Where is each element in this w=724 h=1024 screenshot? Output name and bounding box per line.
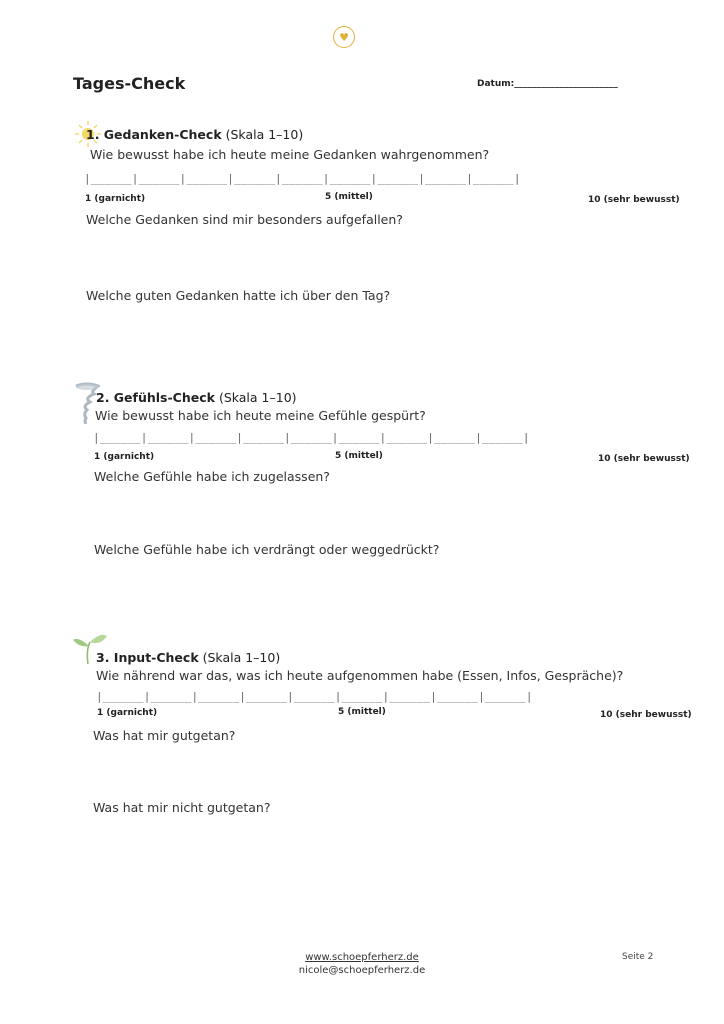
scale-label-low: 1 (garnicht)	[97, 708, 158, 718]
scale-question: Wie nährend war das, was ich heute aufgenommen habe (Essen, Infos, Gespräche)?	[96, 668, 624, 683]
heart-logo-icon: ♥	[333, 26, 355, 48]
scale-label-low: 1 (garnicht)	[85, 194, 146, 204]
reflection-prompt: Welche Gefühle habe ich verdrängt oder weggedrückt?	[94, 542, 440, 557]
section-heading-gedanken: 1. Gedanken-Check (Skala 1–10)	[86, 127, 304, 142]
reflection-prompt: Welche Gedanken sind mir besonders aufgefallen?	[86, 212, 403, 227]
scale-label-high: 10 (sehr bewusst)	[600, 710, 692, 720]
scale-question: Wie bewusst habe ich heute meine Gedanken wahrgenommen?	[90, 147, 490, 162]
rating-scale-line: |______|______|______|______|______|______|______|______|______|	[96, 690, 533, 703]
reflection-prompt: Welche Gefühle habe ich zugelassen?	[94, 469, 330, 484]
scale-label-mid: 5 (mittel)	[325, 192, 373, 202]
scale-label-mid: 5 (mittel)	[338, 707, 386, 717]
reflection-prompt: Was hat mir nicht gutgetan?	[93, 800, 271, 815]
reflection-prompt: Was hat mir gutgetan?	[93, 728, 236, 743]
section-heading-input: 3. Input-Check (Skala 1–10)	[96, 650, 281, 665]
website-link[interactable]: www.schoepferherz.de	[305, 952, 419, 963]
section-heading-gefuehle: 2. Gefühls-Check (Skala 1–10)	[96, 390, 297, 405]
page-number: Seite 2	[622, 952, 654, 962]
scale-label-high: 10 (sehr bewusst)	[588, 195, 680, 205]
scale-question: Wie bewusst habe ich heute meine Gefühle gespürt?	[95, 408, 426, 423]
scale-label-low: 1 (garnicht)	[94, 452, 155, 462]
footer-contact	[262, 952, 462, 976]
reflection-prompt: Welche guten Gedanken hatte ich über den Tag?	[86, 288, 391, 303]
scale-label-high: 10 (sehr bewusst)	[598, 454, 690, 464]
page-title: Tages-Check	[73, 74, 186, 93]
rating-scale-line: |______|______|______|______|______|______|______|______|______|	[84, 172, 521, 185]
email-text: nicole@schoepferherz.de	[298, 965, 426, 976]
scale-label-mid: 5 (mittel)	[335, 451, 383, 461]
date-field: Datum:_______________________	[477, 79, 618, 89]
rating-scale-line: |______|______|______|______|______|______|______|______|______|	[93, 431, 530, 444]
